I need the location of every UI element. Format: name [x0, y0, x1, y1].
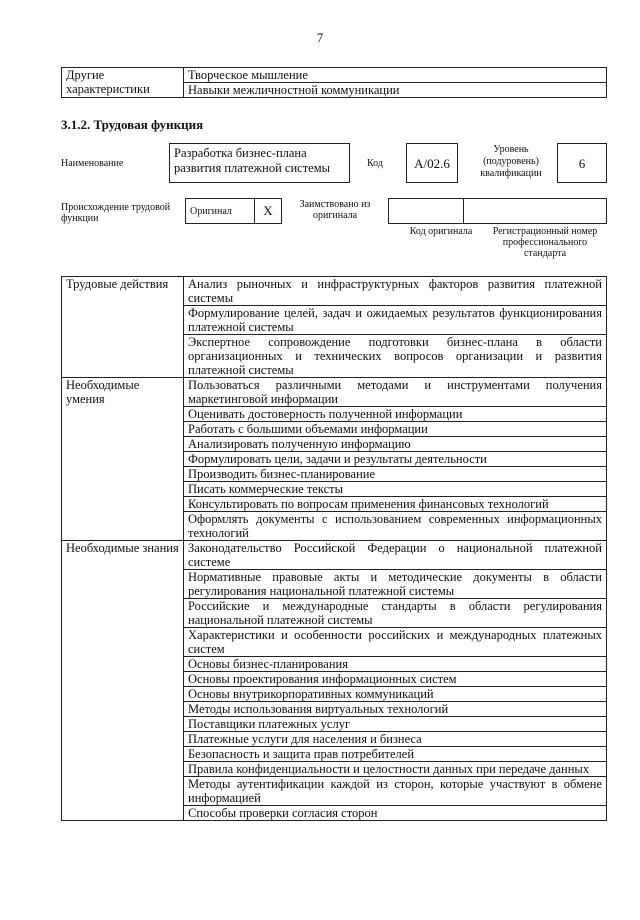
knowledge-item: Правила конфиденциальности и целостности данных при передаче данных [184, 762, 607, 777]
knowledge-item: Основы внутрикорпоративных коммуникаций [184, 687, 607, 702]
labor-action-item: Формулирование целей, задач и ожидаемых результатов функционирования платежной системы [184, 306, 607, 335]
skill-item: Оформлять документы с использованием современных информационных технологий [184, 512, 607, 541]
original-label: Оригинал [186, 199, 255, 224]
registration-number-cell [464, 199, 607, 224]
row-label-skills: Необходимые умения [62, 378, 184, 541]
knowledge-item: Основы проектирования информационных систем [184, 672, 607, 687]
skill-item: Писать коммерческие тексты [184, 482, 607, 497]
row-label-knowledge: Необходимые знания [62, 541, 184, 821]
knowledge-item: Основы бизнес-планирования [184, 657, 607, 672]
knowledge-item: Способы проверки согласия сторон [184, 806, 607, 821]
page-number: 7 [316, 30, 324, 45]
other-characteristics-table [61, 67, 607, 98]
knowledge-item: Законодательство Российской Федерации о национальной платежной системе [184, 541, 607, 570]
code-caption: Код оригинала [409, 226, 473, 237]
other-characteristics-label: Другие характеристики [62, 68, 184, 98]
registration-caption: Регистрационный номер профессионального стандарта [492, 226, 598, 259]
knowledge-item: Безопасность и защита прав потребителей [184, 747, 607, 762]
knowledge-item: Платежные услуги для населения и бизнеса [184, 732, 607, 747]
section-heading: 3.1.2. Трудовая функция [61, 117, 204, 132]
skill-item: Пользоваться различными методами и инструментами получения маркетинговой информации [184, 378, 607, 407]
skill-item: Производить бизнес-планирование [184, 467, 607, 482]
characteristic-item: Навыки межличностной коммуникации [184, 83, 607, 98]
skill-item: Анализировать полученную информацию [184, 437, 607, 452]
row-label-actions: Трудовые действия [62, 277, 184, 378]
knowledge-item: Нормативные правовые акты и методические документы в области регулирования национальной платежной системы [184, 570, 607, 599]
skill-item: Формулировать цели, задачи и результаты деятельности [184, 452, 607, 467]
knowledge-item: Методы использования виртуальных технологий [184, 702, 607, 717]
code-label: Код [367, 158, 383, 169]
knowledge-item: Методы аутентификации каждой из сторон, которые участвуют в обмене информацией [184, 777, 607, 806]
labor-function-details-table [61, 276, 607, 821]
level-label: Уровень (подуровень) квалификации [480, 144, 542, 179]
knowledge-item: Поставщики платежных услуг [184, 717, 607, 732]
characteristic-item: Творческое мышление [184, 68, 607, 83]
borrowed-label: Заимствовано из оригинала [282, 199, 389, 224]
skill-item: Работать с большими объемами информации [184, 422, 607, 437]
skill-item: Оценивать достоверность полученной информации [184, 407, 607, 422]
name-label: Наименование [61, 158, 124, 169]
origin-table [185, 198, 607, 224]
function-code-box: A/02.6 [406, 143, 458, 183]
knowledge-item: Характеристики и особенности российских и международных платежных систем [184, 628, 607, 657]
qualification-level-box: 6 [557, 143, 607, 183]
labor-action-item: Экспертное сопровождение подготовки бизнес-плана в области организационных и технических вопросов организации и развития платежной системы [184, 335, 607, 378]
skill-item: Консультировать по вопросам применения финансовых технологий [184, 497, 607, 512]
original-code-cell [389, 199, 464, 224]
knowledge-item: Российские и международные стандарты в области регулирования национальной платежной системы [184, 599, 607, 628]
original-mark: X [255, 199, 282, 224]
function-name-box: Разработка бизнес-плана развития платежной системы [169, 143, 350, 183]
origin-label: Происхождение трудовой функции [61, 202, 171, 224]
labor-action-item: Анализ рыночных и инфраструктурных факторов развития платежной системы [184, 277, 607, 306]
